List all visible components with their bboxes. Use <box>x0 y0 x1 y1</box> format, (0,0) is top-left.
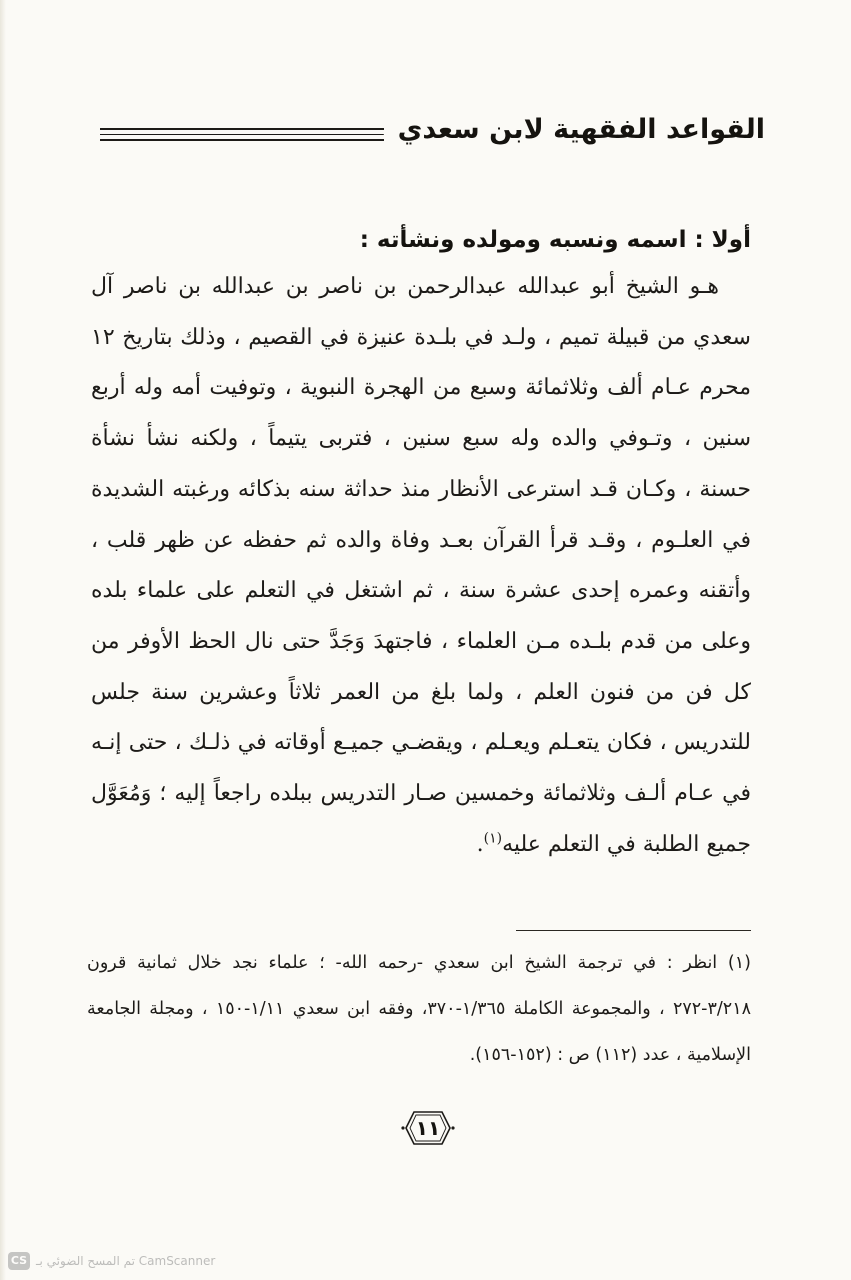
page-number: ١١ <box>415 1116 441 1140</box>
scanner-watermark <box>8 1250 215 1272</box>
footnote-reference: (١) <box>483 830 503 847</box>
paragraph-end-mark: . <box>476 831 484 857</box>
body-paragraph-text: هـو الشيخ أبو عبدالله عبدالرحمن بن ناصر بن عبدالله بن ناصر آل سعدي من قبيلة تميم ، ولـد في بلـدة عنيزة في القصيم ، وذلك بتاريخ ١٢ محرم عـام ألف وثلاثمائة وسبع من الهجرة النبوية ، وتوفيت أمه وله أربع سنين ، وتـوفي والده وله سبع سنين ، فتربى يتيماً ، ولكنه نشأ نشأة حسنة ، وكـان قـد استرعى الأنظار منذ حداثة سنه بذكائه ورغبته الشديدة في العلـوم ، وقـد قرأ القرآن بعـد وفاة والده ثم حفظه عن ظهر قلب ، وأتقنه وعمره إحدى عشرة سنة ، ثم اشتغل في التعلم على علماء بلده وعلى من قدم بلـده مـن العلماء ، فاجتهدَ وَجَدَّ حتى نال الحظ الأوفر من كل فن من فنون العلم ، ولما بلغ من العمر ثلاثاً وعشرين سنة جلس للتدريس ، فكان يتعـلم ويعـلم ، ويقضـي جميـع أوقاته في ذلـك ، حتى إنـه في عـام ألـف وثلاثمائة وخمسين صـار التدريس ببلده راجعاً إليه ؛ وَمُعَوَّل جميع الطلبة في التعلم عليه <box>91 274 751 857</box>
body-paragraph <box>91 262 751 870</box>
watermark-text: تم المسح الضوئي بـ CamScanner <box>36 1254 216 1268</box>
camscanner-logo-icon: CS <box>8 1252 30 1270</box>
header-rule <box>100 128 384 141</box>
footnote: (١) انظر : في ترجمة الشيخ ابن سعدي -رحمه الله- ؛ علماء نجد خلال ثمانية قرون ٣/٢١٨-٢٧٢ ، والمجموعة الكاملة ١/٣٦٥-٣٧٠، وفقه ابن سعدي ١/١١-١٥٠ ، ومجلة الجامعة الإسلامية ، عدد (١١٢) ص : (١٥٢-١٥٦). <box>87 953 751 1065</box>
section-heading: أولا : اسمه ونسبه ومولده ونشأته : <box>359 227 751 253</box>
footnote-separator <box>516 930 751 931</box>
running-header <box>100 108 765 150</box>
running-title: القواعد الفقهية لابن سعدي <box>397 113 765 145</box>
page-number-ornament <box>400 1107 456 1149</box>
